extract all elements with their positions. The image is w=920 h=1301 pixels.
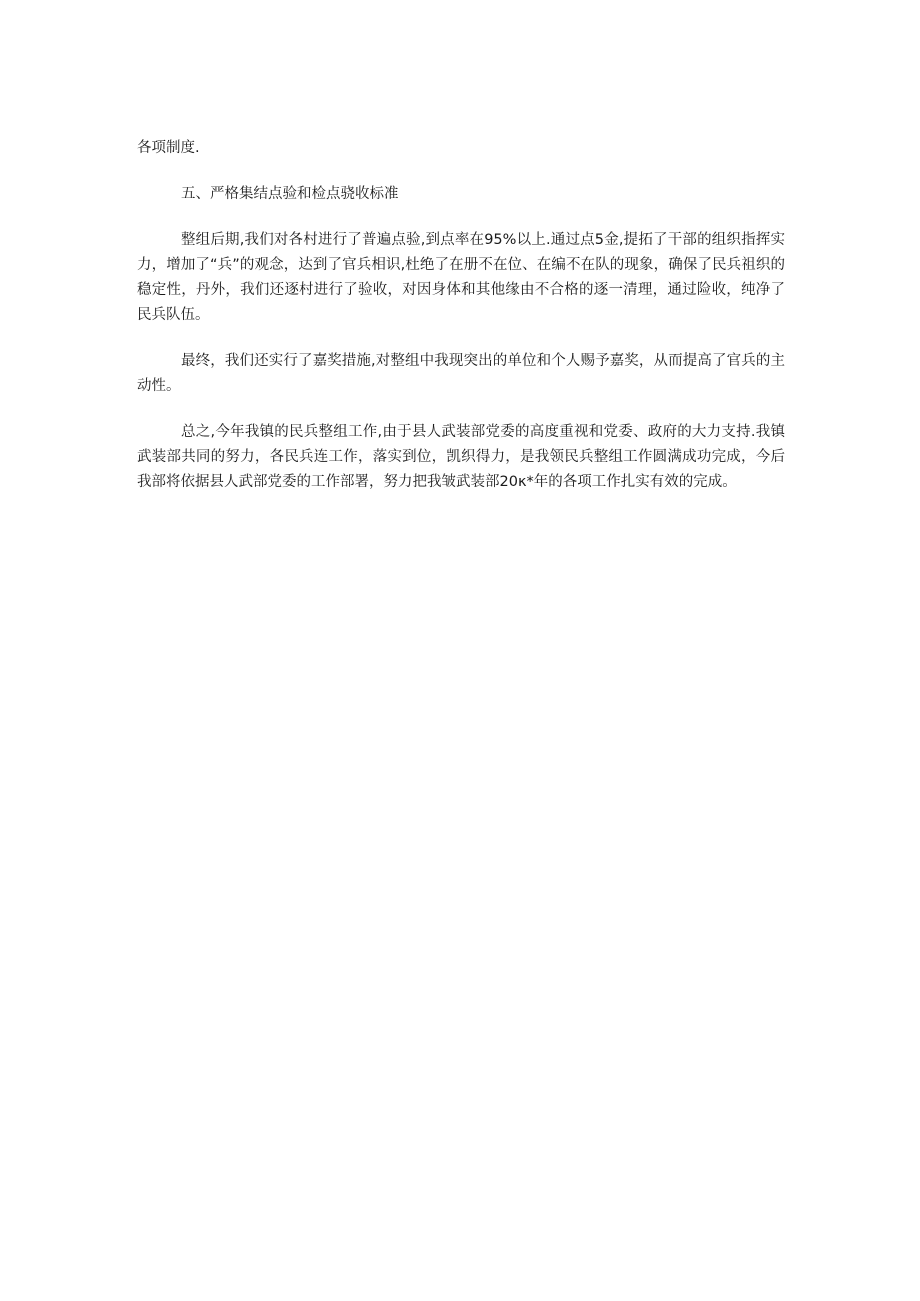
paragraph-rewards: 最终，我们还实行了嘉奖措施,对整组中我现突出的单位和个人赐予嘉奖，从而提高了官兵的主动性。 — [137, 353, 785, 394]
paragraph-inspection: 整组后期,我们对各村进行了普遍点验,到点率在95%以上.通过点5金,提拓了干部的组织指挥实力，增加了“兵”的观念，达到了官兵相识,杜绝了在册不在位、在编不在队的现象，确保了民兵祖织的稳定性，丹外，我们还逐村进行了验收，对因身体和其他缘由不合格的逐一清理，通过险收，纯净了民兵队伍。 — [137, 232, 785, 323]
section-heading: 五、严格集结点验和检点骁收标准 — [181, 186, 399, 202]
document-body — [137, 136, 785, 516]
paragraph-summary: 总之,今年我镇的民兵整组工作,由于县人武装部党委的高度重视和党委、政府的大力支持.我镇武装部共同的努力，各民兵连工作，落实到位，凯织得力，是我领民兵整组工作圆满成功完成，今后我部将依据县人武部党委的工作部署，努力把我皱武装部20κ*年的各项工作扎实有效的完成。 — [137, 424, 785, 490]
paragraph-continuation: 各项制度. — [137, 140, 200, 156]
